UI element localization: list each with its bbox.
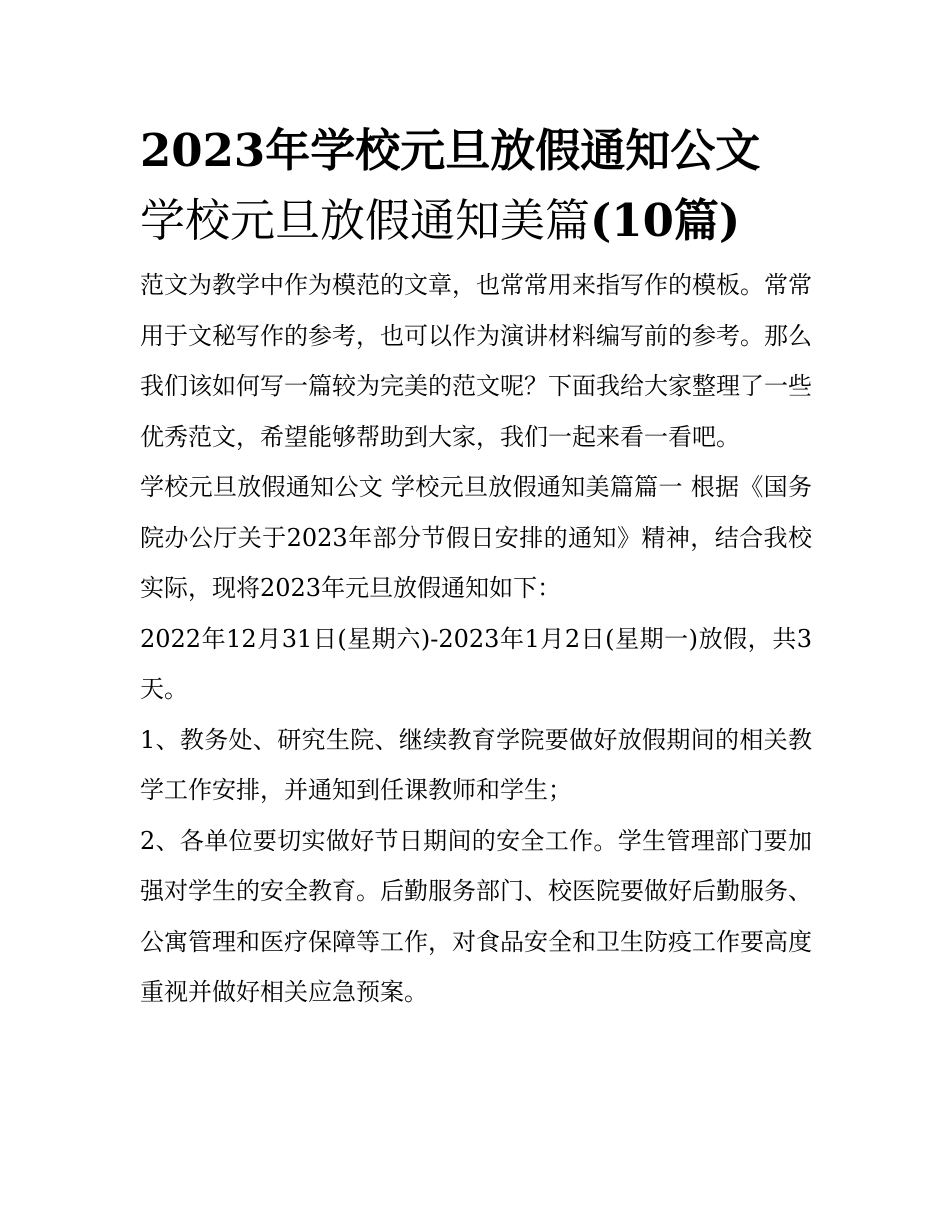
paragraph-item-1: 1、教务处、研究生院、继续教育学院要做好放假期间的相关教学工作安排，并通知到任课教师和学生； bbox=[140, 725, 812, 804]
document-page bbox=[140, 116, 812, 1018]
title-line-1: 2023年学校元旦放假通知公文 bbox=[140, 124, 761, 177]
document-body bbox=[140, 260, 812, 1018]
document-title bbox=[140, 116, 812, 256]
paragraph-dates: 2022年12月31日(星期六)-2023年1月2日(星期一)放假，共3天。 bbox=[140, 624, 812, 703]
paragraph-item-2: 2、各单位要切实做好节日期间的安全工作。学生管理部门要加强对学生的安全教育。后勤服务部门、校医院要做好后勤服务、公寓管理和医疗保障等工作，对食品安全和卫生防疫工作要高度重视并做好相关应急预案。 bbox=[140, 826, 812, 1006]
title-line-2-suffix: (10篇) bbox=[590, 194, 741, 247]
title-line-2-main: 学校元旦放假通知美篇 bbox=[140, 194, 591, 247]
paragraph-intro: 范文为教学中作为模范的文章，也常常用来指写作的模板。常常用于文秘写作的参考，也可以作为演讲材料编写前的参考。那么我们该如何写一篇较为完美的范文呢？下面我给大家整理了一些优秀范文，希望能够帮助到大家，我们一起来看一看吧。 bbox=[140, 271, 812, 451]
title-line-2 bbox=[140, 186, 812, 256]
paragraph-notice: 学校元旦放假通知公文 学校元旦放假通知美篇篇一 根据《国务院办公厅关于2023年部分节假日安排的通知》精神，结合我校实际，现将2023年元旦放假通知如下： bbox=[140, 473, 812, 602]
